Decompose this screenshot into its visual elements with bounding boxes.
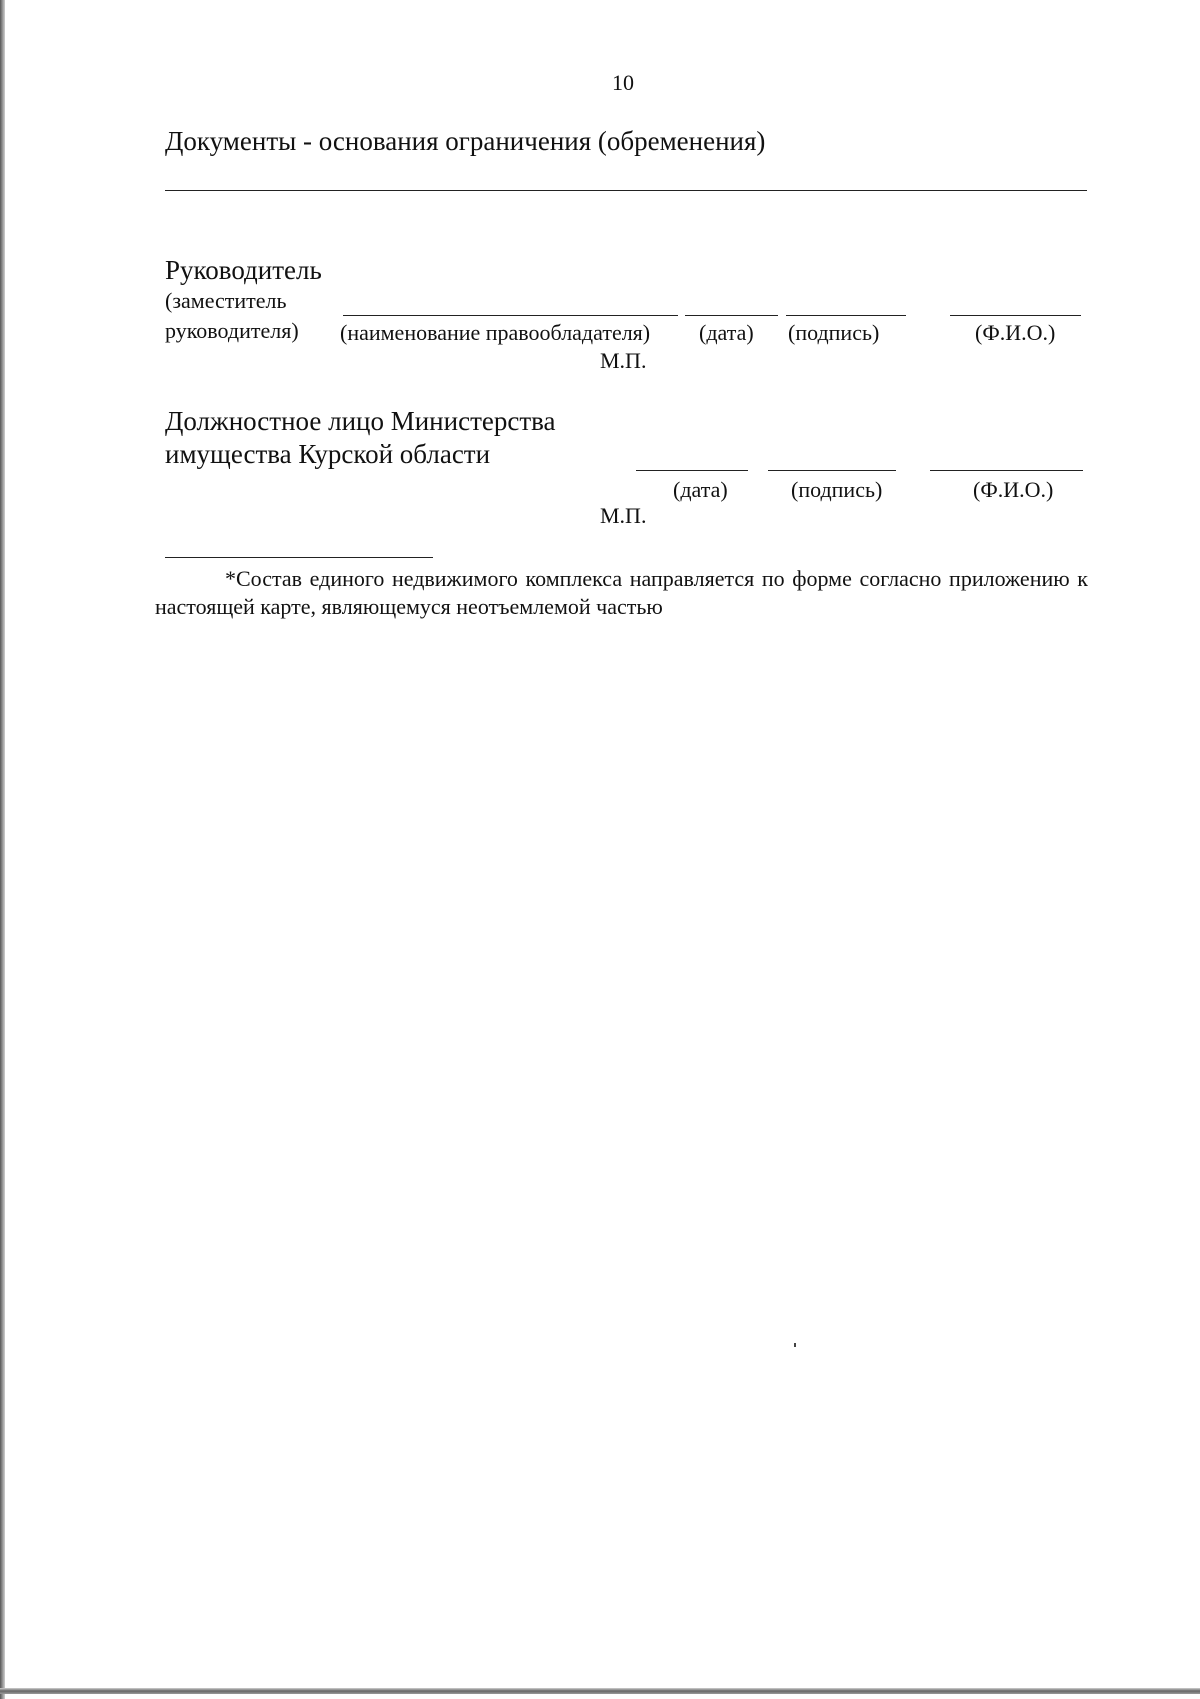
ministry-title-line2: имущества Курской области — [165, 439, 491, 469]
scan-edge-bottom — [0, 1688, 1200, 1694]
ministry-signature-caption: (подпись) — [791, 477, 883, 502]
head-date-line — [685, 315, 778, 316]
section-heading: Документы - основания ограничения (обременения) — [165, 126, 766, 156]
holder-name-line — [343, 315, 678, 316]
head-deputy-line1: (заместитель — [165, 288, 287, 313]
ministry-fullname-line — [930, 470, 1083, 471]
ministry-date-caption: (дата) — [673, 477, 728, 502]
ministry-stamp-place: М.П. — [600, 503, 647, 528]
ministry-title-line1: Должностное лицо Министерства — [165, 406, 556, 436]
holder-name-caption: (наименование правообладателя) — [340, 320, 651, 345]
footnote-content: *Состав единого недвижимого комплекса направляется по форме согласно приложению к настоящей карте, являющемуся неотъемлемой частью — [155, 566, 1088, 619]
head-deputy-line2: руководителя) — [165, 318, 299, 343]
head-fullname-caption: (Ф.И.О.) — [975, 320, 1056, 345]
ministry-fullname-caption: (Ф.И.О.) — [973, 477, 1054, 502]
head-signature-caption: (подпись) — [788, 320, 880, 345]
footnote-separator — [165, 557, 433, 558]
head-fullname-line — [950, 315, 1081, 316]
footnote-text — [155, 565, 1088, 621]
head-stamp-place: М.П. — [600, 348, 647, 373]
head-signature-line — [786, 315, 906, 316]
ministry-date-line — [636, 470, 748, 471]
scan-edge-left — [0, 0, 5, 1699]
ministry-signature-line — [768, 470, 896, 471]
heading-fill-line — [165, 190, 1087, 191]
head-title: Руководитель — [165, 255, 322, 285]
head-date-caption: (дата) — [699, 320, 754, 345]
scan-speck — [794, 1343, 796, 1347]
page-number: 10 — [612, 70, 634, 95]
